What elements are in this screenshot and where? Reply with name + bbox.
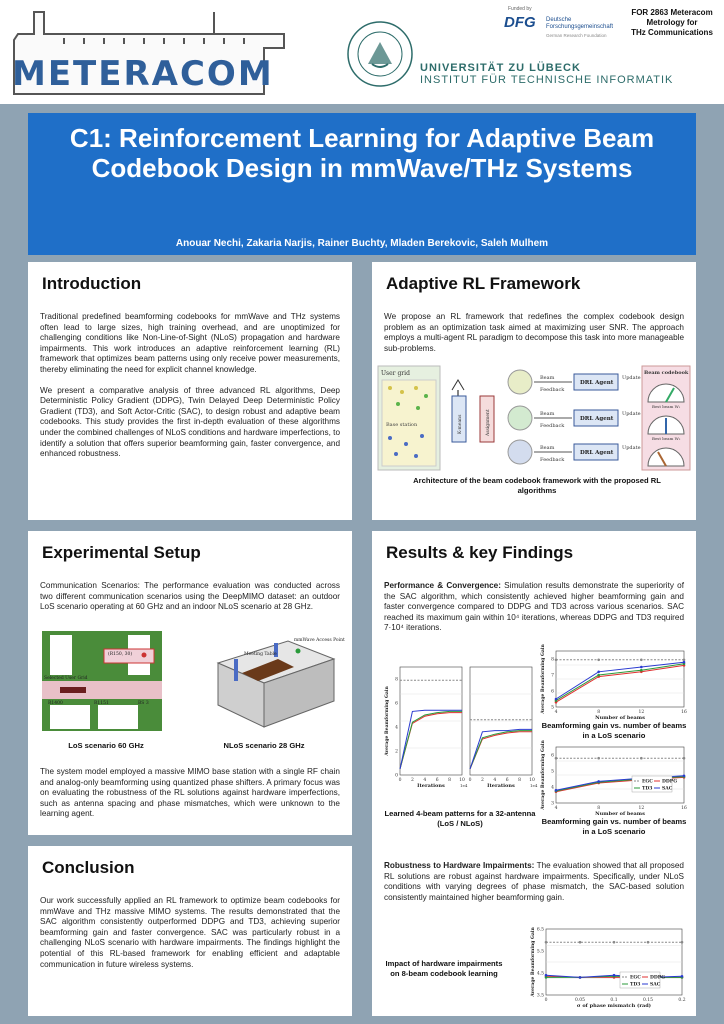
data-point-sac	[640, 666, 643, 669]
framework-caption: Architecture of the beam codebook framework with the proposed RL algorithms	[413, 476, 661, 495]
diagram-beam-2: Beam	[540, 411, 555, 417]
gain-chart-1	[534, 644, 690, 721]
x-tick-label: 0	[544, 998, 548, 1003]
x-tick-label: 16	[681, 806, 687, 811]
meteracom-logo	[4, 8, 300, 96]
diagram-base-station-label: Base station	[386, 422, 418, 428]
iter-multiplier-2: 1e4	[530, 783, 538, 788]
data-point-sac	[555, 789, 558, 792]
diagram-codebook-label: Beam codebook	[644, 370, 689, 376]
data-point-sac	[545, 974, 548, 977]
data-point-sac	[597, 671, 600, 674]
university-seal-icon	[346, 20, 414, 88]
y-axis-label: Average Beamforming Gain	[531, 927, 536, 997]
authors: Anouar Nechi, Zakaria Narjis, Rainer Buchty, Mladen Berekovic, Saleh Mulhem	[175, 238, 549, 249]
x-tick-label: 4	[554, 710, 558, 715]
y-tick-label: 6.5	[536, 927, 544, 933]
y-tick-label: 5	[551, 769, 554, 775]
setup-paragraph-1: Communication Scenarios: The performance evaluation was conducted across two different communication scenarios using the DeepMIMO dataset: an outdoor LoS scenario operating at 60 GHz and an indoor NLoS scenario at 28 GHz.	[40, 581, 340, 612]
diagram-agent-1: DRL Agent	[580, 380, 614, 386]
framework-text: We propose an RL framework that redefines the complex codebook design problem as an optimization task aimed at maximizing user SNR. The approach employs a multi-agent RL paradigm to decompose this task into more manageable sub-problems.	[384, 312, 684, 353]
x-tick-label: 4	[493, 778, 497, 783]
x-tick-label: 4	[423, 778, 427, 783]
x-tick-label: 2	[480, 778, 484, 783]
y-axis-label: Average Beamforming Gain	[385, 686, 390, 756]
x-tick-label: 2	[410, 778, 414, 783]
data-point-egc	[579, 941, 582, 944]
los-label-bs: BS 3	[138, 701, 149, 706]
diagram-update-3: Update	[622, 445, 641, 451]
y-tick-label: 4.5	[536, 971, 544, 977]
x-tick-label: 8	[597, 806, 601, 811]
x-tick-label: 16	[681, 710, 687, 715]
legend-label-sac: SAC	[650, 982, 661, 988]
x-axis-label: Iterations	[487, 783, 515, 789]
diagram-update-2: Update	[622, 411, 641, 417]
dfg-name	[546, 17, 613, 31]
dfg-name-line2: Forschungsgemeinschaft	[546, 24, 614, 30]
convergence-caption: Learned 4-beam patterns for a 32-antenna (LoS / NLoS)	[384, 809, 536, 828]
y-axis-label: Average Beamforming Gain	[541, 644, 546, 714]
y-tick-label: 6	[551, 689, 554, 695]
dfg-english: German Research Foundation	[546, 33, 607, 38]
data-point-td3	[597, 674, 600, 677]
diagram-beam-1: Beam	[540, 375, 555, 381]
data-point-egc	[597, 659, 600, 662]
x-tick-label: 8	[448, 778, 452, 783]
x-tick-label: 0.1	[610, 998, 618, 1003]
gain-caption-2: Beamforming gain vs. number of beams in a LoS scenario	[541, 817, 687, 836]
data-point-egc	[640, 659, 643, 662]
university-name: UNIVERSITÄT ZU LÜBECK	[420, 62, 581, 74]
robustness-text: The evaluation showed that all proposed RL solutions are robust against hardware impairments. Specifically, under NLoS conditions with varying degrees of phase mismatch, the SAC-based solution consistently maintained higher beamforming gain.	[384, 861, 684, 902]
data-point-egc	[683, 757, 686, 760]
y-tick-label: 5	[551, 705, 554, 711]
data-point-sac	[579, 976, 582, 979]
x-axis-label: Number of beams	[595, 811, 645, 817]
y-tick-label: 8	[395, 677, 398, 683]
x-tick-label: 0.2	[678, 998, 686, 1003]
poster-title: C1: Reinforcement Learning for Adaptive Beam Codebook Design in mmWave/THz Systems	[69, 123, 655, 183]
diagram-update-1: Update	[622, 375, 641, 381]
nlos-label-access-point: mmWave Access Point	[294, 638, 345, 643]
conclusion-panel	[28, 846, 352, 1016]
dfg-logo: DFG	[504, 14, 536, 31]
y-tick-label: 8	[551, 657, 554, 663]
x-axis-label: σ of phase mismatch (rad)	[576, 1003, 652, 1009]
conclusion-heading: Conclusion	[42, 858, 135, 877]
data-point-sac	[597, 780, 600, 783]
x-tick-label: 8	[518, 778, 522, 783]
legend-label-ddpg: DDPG	[662, 779, 678, 785]
x-tick-label: 6	[435, 778, 439, 783]
diagram-user-grid-label: User grid	[381, 370, 410, 377]
legend-label-egc: EGC	[630, 975, 641, 981]
x-axis-label: Number of beams	[595, 715, 645, 721]
diagram-feedback-1: Feedback	[540, 387, 565, 393]
results-heading: Results & key Findings	[386, 543, 574, 562]
los-label-r1400: R1400	[48, 701, 63, 706]
institute-name: INSTITUT FÜR TECHNISCHE INFORMATIK	[420, 74, 674, 86]
gain-chart-2	[534, 740, 690, 817]
los-label-r1151: R1151	[94, 701, 109, 706]
for-line2: Metrology for	[646, 18, 698, 27]
convergence-chart	[380, 663, 540, 803]
diagram-best-beam-1: Best beam W₁	[652, 404, 681, 409]
experimental-setup-panel	[28, 531, 352, 835]
x-tick-label: 0	[398, 778, 402, 783]
y-axis-label: Average Beamforming Gain	[541, 740, 546, 810]
data-point-egc	[647, 941, 650, 944]
legend-label-ddpg: DDPG	[650, 975, 666, 981]
iter-multiplier-1: 1e4	[460, 783, 468, 788]
performance-text: Simulation results demonstrate the superiority of the SAC algorithm, which consistently achieved higher beamforming gain and faster convergence compared to DDPG and TD3 across various scenarios. SAC reached its maximum gain within 10⁴ iterations, whereas DDPG and TD3 required 7·10⁴ iterations.	[384, 581, 684, 633]
header	[0, 0, 724, 104]
introduction-panel	[28, 262, 352, 520]
data-point-td3	[640, 669, 643, 672]
legend-label-sac: SAC	[662, 786, 673, 792]
y-tick-label: 0	[395, 773, 398, 779]
x-tick-label: 6	[505, 778, 509, 783]
legend-label-td3: TD3	[642, 786, 653, 792]
y-tick-label: 2	[395, 749, 398, 755]
los-label-grid-coord: (R150, 30)	[108, 652, 133, 657]
conclusion-text: Our work successfully applied an RL framework to optimize beam codebooks for mmWave and THz massive MIMO systems. The results demonstrated that the SAC algorithm consistently outperformed DDPG and TD3, achieving superior beamforming gain and faster convergence. SAC was particularly robust in a challenging NLoS scenario with hardware impairments. The findings highlight the potential of this RL-based framework for enabling efficient and adaptable communication in future wireless systems.	[40, 896, 340, 969]
x-tick-label: 0.15	[642, 998, 654, 1003]
data-point-egc	[597, 757, 600, 760]
setup-paragraph-2: The system model employed a massive MIMO base station with a single RF chain and analog-only beamforming using quantized phase shifters. A primary focus was on evaluating the robustness of the RL solutions against hardware imperfections, such as antenna spacing and phase mismatches, which were unknown to the learning agent.	[40, 767, 340, 819]
performance-paragraph	[384, 581, 684, 634]
y-tick-label: 3	[551, 801, 554, 807]
introduction-paragraph-1: Traditional predefined beamforming codebooks for mmWave and THz systems often lead to large sizes, high training overhead, and are unoptimized for challenging conditions like Non-Line-of-Sight (NLoS) propagation and hardware impairments. This work introduces an adaptive reinforcement learning (RL) framework that optimizes beam patterns using only receive power measurements, thereby eliminating the need for explicit channel knowledge.	[40, 312, 340, 374]
data-point-sac	[683, 775, 686, 778]
diagram-kmeans-label: K-means	[458, 414, 463, 434]
robustness-label: Robustness to Hardware Impairments:	[384, 861, 535, 870]
x-tick-label: 0.05	[574, 998, 586, 1003]
los-scenario-map	[42, 631, 162, 731]
diagram-feedback-2: Feedback	[540, 423, 565, 429]
diagram-feedback-3: Feedback	[540, 457, 565, 463]
diagram-agent-3: DRL Agent	[580, 450, 614, 456]
diagram-assignment-label: Assignment	[486, 409, 491, 436]
x-tick-label: 10	[529, 778, 535, 783]
y-tick-label: 7	[551, 673, 554, 679]
x-tick-label: 12	[638, 710, 645, 715]
diagram-best-beam-2: Best beam W₂	[652, 436, 681, 441]
nlos-caption: NLoS scenario 28 GHz	[223, 741, 305, 750]
data-point-sac	[613, 974, 616, 977]
x-tick-label: 0	[468, 778, 472, 783]
x-tick-label: 8	[597, 710, 601, 715]
data-point-egc	[555, 659, 558, 662]
robustness-chart	[518, 925, 690, 1011]
x-axis-label: Iterations	[417, 783, 445, 789]
x-tick-label: 12	[638, 806, 645, 811]
diagram-agent-2: DRL Agent	[580, 416, 614, 422]
los-label-selected-grid: Selected User Grid	[44, 676, 88, 681]
gain-caption-1: Beamforming gain vs. number of beams in a LoS scenario	[541, 721, 687, 740]
data-point-egc	[683, 659, 686, 662]
introduction-heading: Introduction	[42, 274, 142, 293]
data-point-egc	[640, 757, 643, 760]
nlos-label-meeting-table: Meeting Table	[244, 652, 277, 657]
dfg-name-line1: Deutsche	[546, 17, 572, 23]
introduction-paragraph-2: We present a comparative analysis of three advanced RL algorithms, Deep Deterministic Policy Gradient (DDPG), Twin Delayed Deep Deterministic Policy Gradient (TD3), and Soft Actor-Critic (SAC), to design robust and adaptive beam codebooks. This study provides the first in-depth evaluation of these algorithms under the combined challenges of NLoS conditions and hardware imperfections, to identify a solution that offers superior beamforming gain, faster convergence, and enhanced robustness.	[40, 385, 340, 459]
framework-heading: Adaptive RL Framework	[386, 274, 581, 293]
data-point-egc	[545, 941, 548, 944]
robustness-caption: Impact of hardware impairments on 8-beam codebook learning	[385, 959, 503, 978]
logo-text: METERACOM	[12, 54, 274, 94]
nlos-scenario-3d	[198, 633, 345, 731]
title-banner	[28, 113, 696, 255]
legend-label-td3: TD3	[630, 982, 641, 988]
x-tick-label: 10	[459, 778, 465, 783]
data-point-sac	[681, 975, 684, 978]
y-tick-label: 3.5	[536, 993, 544, 999]
funded-by: Funded by	[508, 6, 532, 12]
y-tick-label: 6	[395, 701, 398, 707]
y-tick-label: 4	[551, 785, 554, 791]
for-line3: THz Communications	[631, 28, 713, 37]
y-tick-label: 6	[551, 753, 554, 759]
data-point-sac	[683, 661, 686, 664]
framework-diagram	[378, 366, 690, 470]
data-point-egc	[613, 941, 616, 944]
diagram-beam-3: Beam	[540, 445, 555, 451]
performance-label: Performance & Convergence:	[384, 581, 501, 590]
x-tick-label: 4	[554, 806, 558, 811]
data-point-egc	[555, 757, 558, 760]
setup-heading: Experimental Setup	[42, 543, 201, 562]
los-caption: LoS scenario 60 GHz	[68, 741, 144, 750]
legend-label-egc: EGC	[642, 779, 653, 785]
y-tick-label: 4	[395, 725, 398, 731]
data-point-egc	[681, 941, 684, 944]
data-point-sac	[555, 698, 558, 701]
y-tick-label: 5.5	[536, 949, 544, 955]
framework-panel	[372, 262, 696, 520]
results-panel	[372, 531, 696, 1016]
for-label	[622, 8, 722, 38]
for-line1: FOR 2863 Meteracom	[631, 8, 713, 17]
robustness-paragraph	[384, 861, 684, 903]
